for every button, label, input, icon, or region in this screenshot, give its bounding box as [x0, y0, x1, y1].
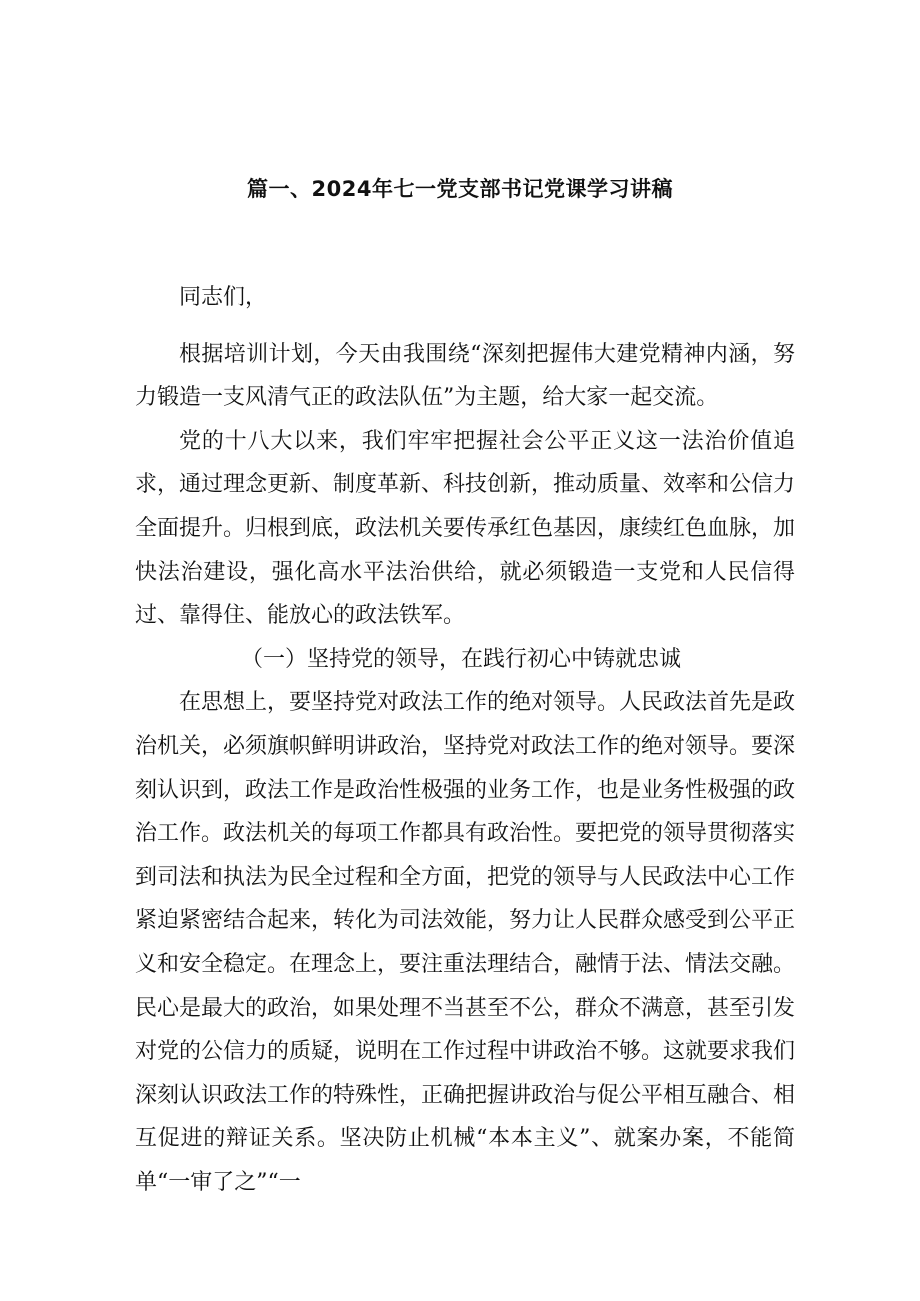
paragraph-background: 党的十八大以来，我们牢牢把握社会公平正义这一法治价值追求，通过理念更新、制度革新、科技创新，推动质量、效率和公信力全面提升。归根到底，政法机关要传承红色基因，康续红色血脉，加快法治建设，强化高水平法治供给，就必须锻造一支党和人民信得过、靠得住、能放心的政法铁军。 — [135, 428, 796, 629]
section-heading: （一）坚持党的领导，在践行初心中铸就忠诚 — [241, 646, 682, 672]
paragraph-intro: 根据培训计划，今天由我围绕“深刻把握伟大建党精神内涵，努力锻造一支风清气正的政法队伍”为主题，给大家一起交流。 — [135, 341, 795, 411]
document-body — [135, 276, 795, 1204]
salutation: 同志们， — [179, 285, 268, 310]
paragraph-section-one: 在思想上，要坚持党对政法工作的绝对领导。人民政法首先是政治机关，必须旗帜鲜明讲政治，坚持党对政法工作的绝对领导。要深刻认识到，政法工作是政治性极强的业务工作，也是业务性极强的政治工作。政法机关的每项工作都具有政治性。要把党的领导贯彻落实到司法和执法为民全过程和全方面，把党的领导与人民政法中心工作紧迫紧密结合起来，转化为司法效能，努力让人民群众感受到公平正义和安全稳定。在理念上，要注重法理结合，融情于法、情法交融。民心是最大的政治，如果处理不当甚至不公，群众不满意，甚至引发对党的公信力的质疑，说明在工作过程中讲政治不够。这就要求我们深刻认识政法工作的特殊性，正确把握讲政治与促公平相互融合、相互促进的辩证关系。坚决防止机械“本本主义”、就案办案，不能简单“一审了之”“一 — [135, 690, 796, 1195]
document-title: 篇一、2024年七一党支部书记党课学习讲稿 — [247, 177, 673, 201]
